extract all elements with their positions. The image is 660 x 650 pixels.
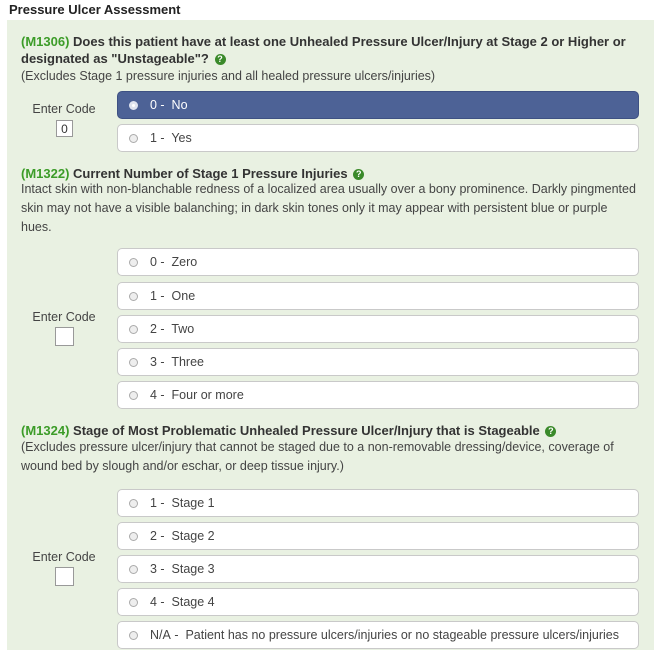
m1324-question [21,422,556,439]
option-label: 4 - Stage 4 [150,595,215,609]
radio-icon[interactable] [129,258,138,267]
m1322-enter-code-label: Enter Code [32,310,96,324]
radio-icon[interactable] [129,134,138,143]
m1324-option-1[interactable] [117,489,639,517]
m1306-question [21,33,626,67]
section-title: Pressure Ulcer Assessment [9,2,181,17]
option-label: 2 - Two [150,322,195,336]
m1324-option-3[interactable] [117,555,639,583]
m1306-option-1[interactable] [117,124,639,152]
radio-icon[interactable] [129,292,138,301]
question-circle-icon[interactable]: ? [545,426,556,437]
radio-selected-icon[interactable] [129,101,138,110]
option-label: N/A - Patient has no pressure ulcers/injuries or no stageable pressure ulcers/injuries [150,628,619,642]
m1324-option-na[interactable] [117,621,639,649]
option-label: 1 - One [150,289,196,303]
option-label: 2 - Stage 2 [150,529,215,543]
m1322-option-0[interactable] [117,248,639,276]
question-circle-icon[interactable]: ? [215,54,226,65]
radio-icon[interactable] [129,499,138,508]
radio-icon[interactable] [129,565,138,574]
m1322-code: (M1322) [21,166,70,181]
m1324-question-text: Stage of Most Problematic Unhealed Pressure Ulcer/Injury that is Stageable [73,423,540,438]
m1306-enter-code-label: Enter Code [32,102,96,116]
question-circle-icon[interactable]: ? [353,169,364,180]
m1306-question-line1: Does this patient have at least one Unhealed Pressure Ulcer/Injury at Stage 2 or Higher or [73,34,626,49]
radio-icon[interactable] [129,325,138,334]
option-label: 3 - Three [150,355,204,369]
m1306-code-input[interactable]: 0 [56,120,73,137]
m1322-option-3[interactable] [117,348,639,376]
m1306-option-0[interactable] [117,91,639,119]
m1324-enter-code-label: Enter Code [32,550,96,564]
option-label: 0 - No [150,98,188,112]
option-label: 3 - Stage 3 [150,562,215,576]
option-label: 0 - Zero [150,255,198,269]
m1324-option-2[interactable] [117,522,639,550]
option-label: 1 - Yes [150,131,192,145]
m1322-option-4[interactable] [117,381,639,409]
m1324-code-input[interactable] [55,567,74,586]
m1306-note: (Excludes Stage 1 pressure injuries and all healed pressure ulcers/injuries) [21,69,436,83]
m1322-option-1[interactable] [117,282,639,310]
radio-icon[interactable] [129,532,138,541]
m1322-description: Intact skin with non-blanchable redness of a localized area usually over a bony prominence. Darkly pingmented skin may not have a visible balanching; in dark skin tones only it may appear with persistent blue or purple hues. [21,182,636,234]
m1322-code-input[interactable] [55,327,74,346]
option-label: 1 - Stage 1 [150,496,215,510]
m1322-option-2[interactable] [117,315,639,343]
m1324-description: (Excludes pressure ulcer/injury that cannot be staged due to a non-removable dressing/device, coverage of wound bed by slough and/or eschar, or deep tissue injury.) [21,440,614,473]
m1306-code: (M1306) [21,34,70,49]
radio-icon[interactable] [129,631,138,640]
radio-icon[interactable] [129,598,138,607]
m1306-question-line2: designated as "Unstageable"? [21,51,209,66]
m1322-question-text: Current Number of Stage 1 Pressure Injuries [73,166,348,181]
option-label: 4 - Four or more [150,388,244,402]
m1324-option-4[interactable] [117,588,639,616]
m1324-code: (M1324) [21,423,70,438]
radio-icon[interactable] [129,358,138,367]
radio-icon[interactable] [129,391,138,400]
